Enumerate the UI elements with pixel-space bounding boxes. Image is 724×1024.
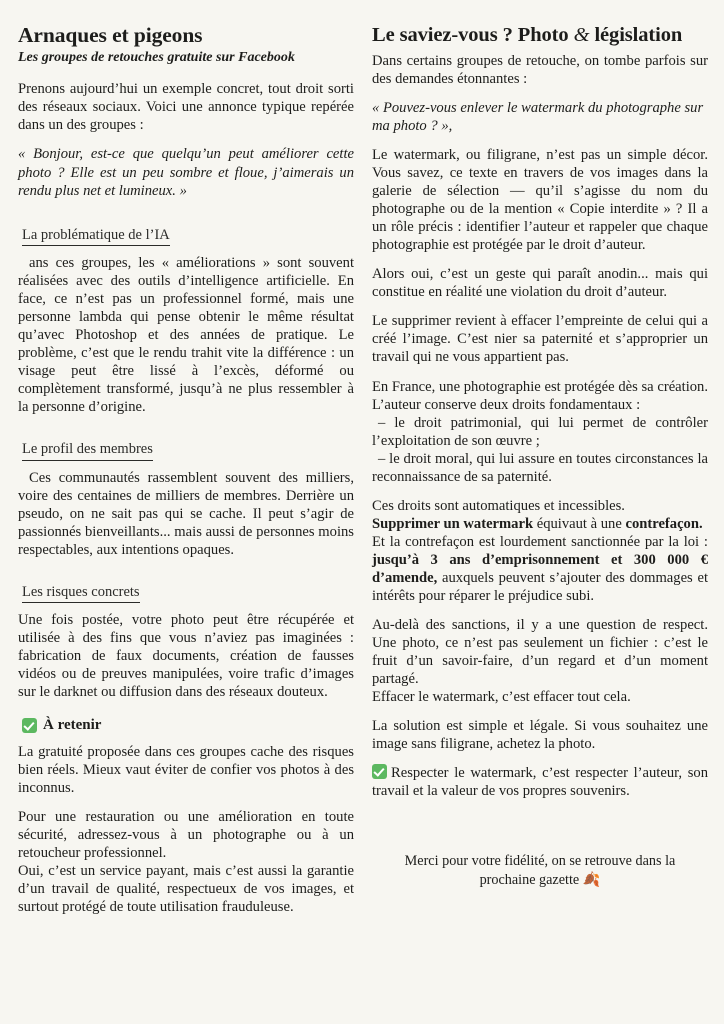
section-members bbox=[18, 427, 354, 468]
footer-line-1: Merci pour votre fidélité, on se retrouve dans la bbox=[404, 852, 676, 869]
ampersand-glyph: & bbox=[573, 24, 590, 46]
footer-thanks bbox=[372, 852, 708, 890]
contrefacon-statement bbox=[372, 515, 708, 533]
section-heading-risks: Les risques concrets bbox=[22, 584, 140, 603]
section-heading-members: Le profil des membres bbox=[22, 441, 153, 460]
bold-contrefacon: contrefaçon. bbox=[625, 515, 703, 532]
section-body-ia: ans ces groupes, les « améliorations » sont souvent réalisées avec des outils d’intelligence artificielle. En face, ce n’est pas un professionnel formé, mais une personne lambda qui pense obtenir le même résultat qu’avec Photoshop et des années de pratique. Le problème, c’est que le rendu trahit vite la différence : un visage peut être lissé à l’excès, déformé ou complètement transformé, jusqu’à ne plus ressembler à la personne d’origine. bbox=[18, 255, 354, 416]
right-column bbox=[372, 24, 708, 1014]
bold-penalty-amount: jusqu’à 3 ans d’emprisonnement et 300 000 € d’amende, bbox=[372, 551, 708, 586]
fallen-leaves-emoji: 🍂 bbox=[582, 872, 601, 888]
right-title-part2: législation bbox=[589, 24, 683, 46]
final-callout-text: Respecter le watermark, c’est respecter l’auteur, son travail et la valeur de vos propres souvenirs. bbox=[372, 764, 708, 799]
paternity-paragraph: Le supprimer revient à effacer l’empreinte de celui qui a créé l’image. C’est nier sa paternité et s’approprier un travail qui ne vous appartient pas. bbox=[372, 313, 708, 366]
final-callout-paragraph bbox=[372, 764, 708, 800]
member-request-quote: « Bonjour, est-ce que quelqu’un peut améliorer cette photo ? Elle est un peu sombre et floue, j’aimerais un rendu plus net et lumineux. » bbox=[18, 146, 354, 200]
callout-paragraph-1: La gratuité proposée dans ces groupes cache des risques bien réels. Mieux vaut éviter de confier vos photos à des inconnus. bbox=[18, 744, 354, 797]
footer-line-2-wrap bbox=[372, 871, 708, 890]
watermark-definition-paragraph: Le watermark, ou filigrane, n’est pas un simple décor. Vous savez, ce texte en travers de vos images dans la galerie de sélection — qu’il s’agisse du nom du photographe ou de la mention « Copie interdite » ? Il a un rôle précis : identifier l’auteur et rappeler que chaque photographie est protégée par le droit d’auteur. bbox=[372, 147, 708, 254]
left-column bbox=[18, 24, 354, 1014]
check-square-icon-final bbox=[372, 764, 387, 779]
page-subtitle: Les groupes de retouches gratuite sur Facebook bbox=[18, 49, 295, 65]
callout-paragraph-2: Pour une restauration ou une amélioration en toute sécurité, adressez-vous à un photographe ou à un retoucheur professionnel. bbox=[18, 809, 354, 862]
section-risks bbox=[18, 570, 354, 611]
right-patrimonial: – le droit patrimonial, qui lui permet de contrôler l’exploitation de son œuvre ; bbox=[372, 414, 708, 449]
right-title-part1: Le saviez-vous ? Photo bbox=[372, 24, 574, 46]
france-law-paragraph: En France, une photographie est protégée dès sa création. L’auteur conserve deux droits fondamentaux : bbox=[372, 378, 708, 413]
contrefacon-middle: équivaut à une bbox=[533, 515, 626, 532]
respect-paragraph: Au-delà des sanctions, il y a une question de respect. Une photo, ce n’est pas seulement un fichier : c’est le fruit d’un savoir-faire, d’un regard et d’un moment partagé. bbox=[372, 616, 708, 687]
section-heading-ia: La problématique de l’IA bbox=[22, 227, 170, 246]
violation-paragraph: Alors oui, c’est un geste qui paraît anodin... mais qui constitue en réalité une violation du droit d’auteur. bbox=[372, 266, 708, 301]
section-ia bbox=[18, 213, 354, 254]
section-body-risks: Une fois postée, votre photo peut être récupérée et utilisée à des fins que vous n’aviez pas imaginées : fabrication de faux documents, création de fausses vidéos ou de preuves manipulées, voire trafic d’images sur le darknet ou diffusion dans des réseaux douteux. bbox=[18, 612, 354, 701]
callout-paragraph-3: Oui, c’est un service payant, mais c’est aussi la garantie d’un travail de qualité, respectueux de vos images, et surtout protégé de toute utilisation frauduleuse. bbox=[18, 863, 354, 916]
page-title: Arnaques et pigeons bbox=[18, 23, 203, 47]
section-body-members: Ces communautés rassemblent souvent des milliers, voire des centaines de milliers de membres. Derrière un pseudo, on ne sait pas qui se cache. Il peut s’agir de passionnés bienveillants... mais aussi de personnes moins respectables, aux intentions opaques. bbox=[18, 469, 354, 558]
right-moral: – le droit moral, qui lui assure en toutes circonstances la reconnaissance de sa paternité. bbox=[372, 450, 708, 485]
penalty-tail: auxquels peuvent s’ajouter des dommages et intérêts pour réparer le préjudice subi. bbox=[372, 569, 708, 604]
callout-title: À retenir bbox=[43, 717, 102, 734]
bold-supprimer-watermark: Supprimer un watermark bbox=[372, 515, 534, 532]
right-intro-paragraph: Dans certains groupes de retouche, on tombe parfois sur des demandes étonnantes : bbox=[372, 52, 708, 87]
solution-paragraph: La solution est simple et légale. Si vous souhaitez une image sans filigrane, achetez la photo. bbox=[372, 717, 708, 752]
penalty-statement bbox=[372, 533, 708, 605]
right-page-title bbox=[372, 24, 708, 47]
rights-automatic-line: Ces droits sont automatiques et incessibles. bbox=[372, 497, 625, 514]
callout-retenir bbox=[22, 717, 354, 734]
penalty-lead: Et la contrefaçon est lourdement sanctionnée par la loi : bbox=[372, 533, 708, 550]
watermark-request-quote: « Pouvez-vous enlever le watermark du photographe sur ma photo ? », bbox=[372, 99, 704, 134]
respect-followup: Effacer le watermark, c’est effacer tout cela. bbox=[372, 688, 631, 705]
intro-paragraph: Prenons aujourd’hui un exemple concret, tout droit sorti des réseaux sociaux. Voici une annonce typique repérée dans un des groupes : bbox=[18, 81, 354, 134]
check-square-icon bbox=[22, 718, 37, 733]
footer-line-2: prochaine gazette bbox=[479, 872, 583, 888]
